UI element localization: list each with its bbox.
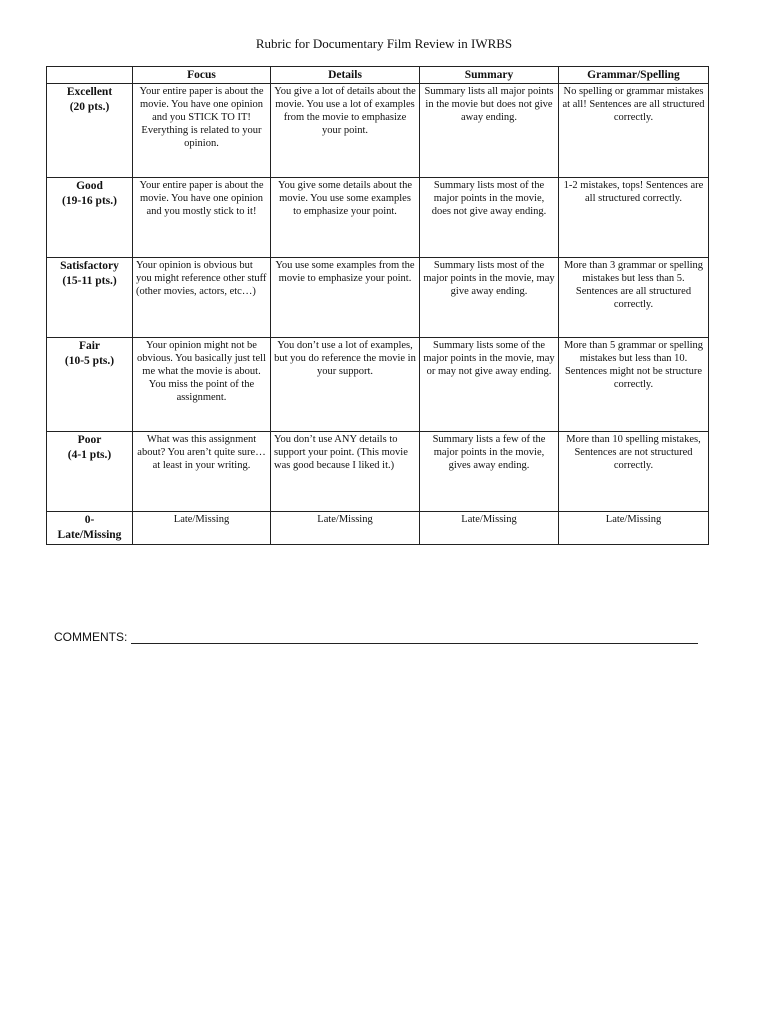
page-title: Rubric for Documentary Film Review in IWRBS: [255, 36, 513, 51]
level-cell-fair: [47, 338, 133, 432]
level-points: (10-5 pts.): [64, 355, 115, 367]
satisfactory-summary-cell: Summary lists most of the major points in the movie, may give away ending.: [420, 258, 559, 338]
good-focus-cell: Your entire paper is about the movie. You have one opinion and you mostly stick to it!: [133, 178, 271, 258]
row-poor: [47, 432, 709, 512]
level-cell-late-missing: [47, 512, 133, 545]
comments-line: [131, 631, 698, 644]
missing-focus-cell: Late/Missing: [133, 512, 271, 545]
level-name: Poor: [77, 434, 102, 446]
missing-details-cell: Late/Missing: [271, 512, 420, 545]
header-summary: Summary: [420, 67, 559, 84]
level-points: (19-16 pts.): [62, 195, 117, 207]
missing-summary-cell: Late/Missing: [420, 512, 559, 545]
level-cell-poor: [47, 432, 133, 512]
level-points: Late/Missing: [57, 529, 122, 541]
level-points: (15-11 pts.): [62, 275, 117, 287]
excellent-details-cell: You give a lot of details about the movie. You use a lot of examples from the movie to emphasize your point.: [271, 84, 420, 178]
fair-focus-cell: Your opinion might not be obvious. You basically just tell me what the movie is about. You miss the point of the assignment.: [133, 338, 271, 432]
poor-details-cell: You don’t use ANY details to support your point. (This movie was good because I liked it.): [271, 432, 420, 512]
level-points: (4-1 pts.): [67, 449, 112, 461]
missing-grammar-cell: Late/Missing: [559, 512, 709, 545]
satisfactory-grammar-cell: More than 3 grammar or spelling mistakes but less than 5. Sentences are all structured correctly.: [559, 258, 709, 338]
header-focus: Focus: [133, 67, 271, 84]
row-good: [47, 178, 709, 258]
level-name: Satisfactory: [60, 260, 119, 272]
comments-label: COMMENTS:: [54, 630, 128, 644]
level-name: 0-: [84, 514, 95, 526]
poor-focus-cell: What was this assignment about? You aren’t quite sure…at least in your writing.: [133, 432, 271, 512]
header-details: Details: [271, 67, 420, 84]
satisfactory-focus-cell: Your opinion is obvious but you might reference other stuff (other movies, actors, etc…): [133, 258, 271, 338]
comments-section: [54, 630, 698, 644]
level-cell-satisfactory: [47, 258, 133, 338]
row-excellent: [47, 84, 709, 178]
level-cell-good: [47, 178, 133, 258]
rubric-table: [46, 66, 709, 545]
header-row: [47, 67, 709, 84]
fair-details-cell: You don’t use a lot of examples, but you do reference the movie in your support.: [271, 338, 420, 432]
row-satisfactory: [47, 258, 709, 338]
level-name: Fair: [78, 340, 101, 352]
good-details-cell: You give some details about the movie. You use some examples to emphasize your point.: [271, 178, 420, 258]
satisfactory-details-cell: You use some examples from the movie to emphasize your point.: [271, 258, 420, 338]
fair-summary-cell: Summary lists some of the major points in the movie, may or may not give away ending.: [420, 338, 559, 432]
poor-summary-cell: Summary lists a few of the major points in the movie, gives away ending.: [420, 432, 559, 512]
header-grammar-spelling: Grammar/Spelling: [559, 67, 709, 84]
row-fair: [47, 338, 709, 432]
level-cell-excellent: [47, 84, 133, 178]
excellent-summary-cell: Summary lists all major points in the movie but does not give away ending.: [420, 84, 559, 178]
row-late-missing: [47, 512, 709, 545]
excellent-grammar-cell: No spelling or grammar mistakes at all! Sentences are all structured correctly.: [559, 84, 709, 178]
good-summary-cell: Summary lists most of the major points in the movie, does not give away ending.: [420, 178, 559, 258]
corner-cell: [47, 67, 133, 84]
fair-grammar-cell: More than 5 grammar or spelling mistakes but less than 10. Sentences might not be structure correctly.: [559, 338, 709, 432]
good-grammar-cell: 1-2 mistakes, tops! Sentences are all structured correctly.: [559, 178, 709, 258]
level-name: Good: [76, 180, 103, 192]
excellent-focus-cell: Your entire paper is about the movie. You have one opinion and you STICK TO IT! Everything is related to your opinion.: [133, 84, 271, 178]
level-name: Excellent: [66, 86, 113, 98]
poor-grammar-cell: More than 10 spelling mistakes, Sentences are not structured correctly.: [559, 432, 709, 512]
level-points: (20 pts.): [69, 101, 110, 113]
